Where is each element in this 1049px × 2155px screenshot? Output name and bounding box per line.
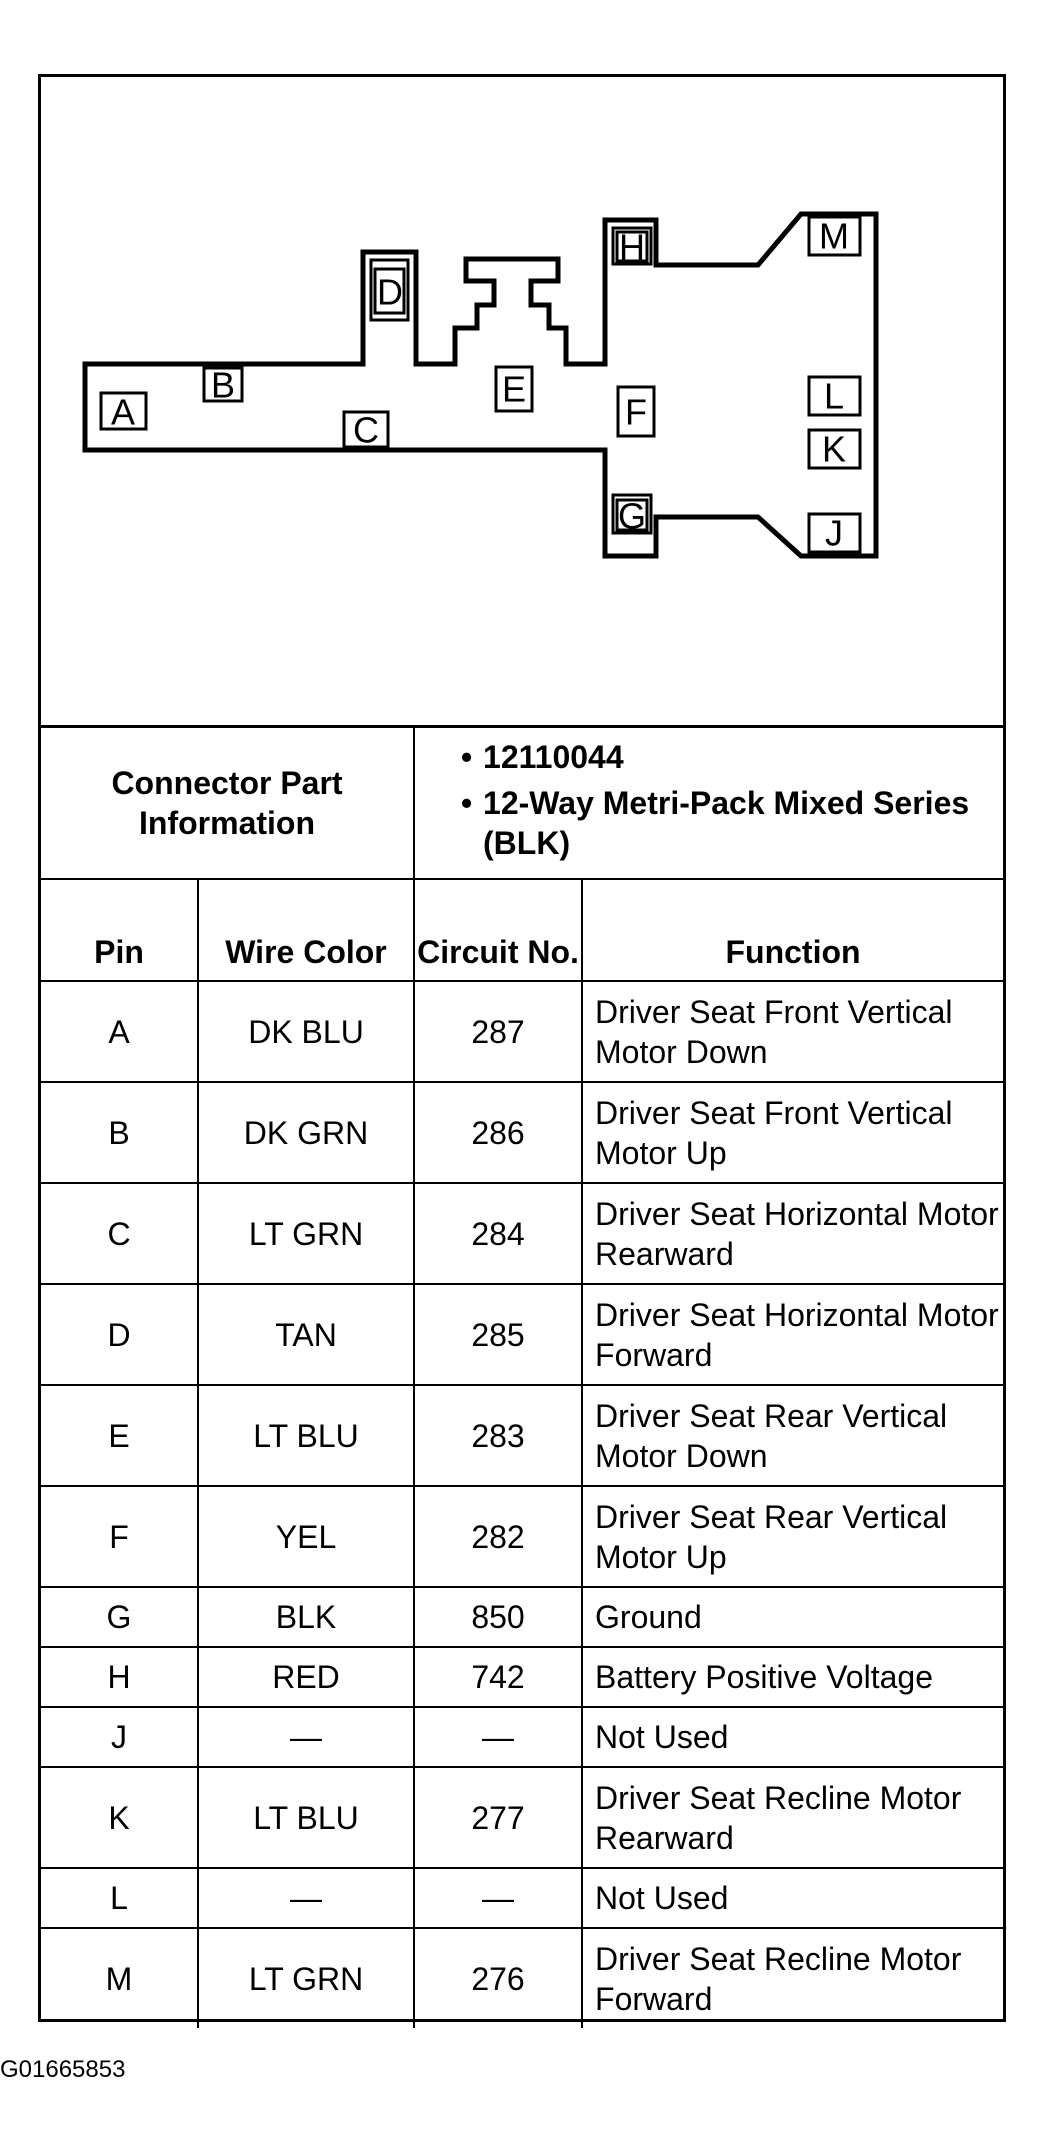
table-row bbox=[41, 1183, 1003, 1284]
function-cell: Driver Seat Front Vertical Motor Up bbox=[582, 1082, 1003, 1183]
table-header-row bbox=[41, 879, 1003, 981]
pin-cell: L bbox=[41, 1868, 198, 1928]
circuit-cell: 283 bbox=[414, 1385, 582, 1486]
function-cell: Driver Seat Horizontal Motor Forward bbox=[582, 1284, 1003, 1385]
function-cell: Not Used bbox=[582, 1707, 1003, 1767]
pin-cell: C bbox=[41, 1183, 198, 1284]
circuit-cell: 277 bbox=[414, 1767, 582, 1868]
circuit-cell: 286 bbox=[414, 1082, 582, 1183]
circuit-cell: 284 bbox=[414, 1183, 582, 1284]
wire-color-cell: LT BLU bbox=[198, 1385, 414, 1486]
pin-cell: J bbox=[41, 1707, 198, 1767]
function-cell: Driver Seat Rear Vertical Motor Down bbox=[582, 1385, 1003, 1486]
function-cell: Driver Seat Horizontal Motor Rearward bbox=[582, 1183, 1003, 1284]
connector-info-row bbox=[41, 727, 1003, 880]
table-row bbox=[41, 1707, 1003, 1767]
connector-face-drawing bbox=[41, 77, 1003, 725]
circuit-cell: 287 bbox=[414, 981, 582, 1082]
pin-l-label: L bbox=[823, 375, 845, 417]
function-cell: Ground bbox=[582, 1587, 1003, 1647]
wire-color-cell: — bbox=[198, 1868, 414, 1928]
table-row bbox=[41, 1868, 1003, 1928]
connector-type: • 12-Way Metri-Pack Mixed Series (BLK) bbox=[461, 783, 1003, 863]
pin-cell: B bbox=[41, 1082, 198, 1183]
table-row bbox=[41, 1385, 1003, 1486]
pin-k-label: K bbox=[821, 428, 847, 470]
connector-info-list bbox=[414, 727, 1003, 880]
circuit-cell: — bbox=[414, 1868, 582, 1928]
wire-color-cell: DK GRN bbox=[198, 1082, 414, 1183]
table-row bbox=[41, 1928, 1003, 2028]
wire-color-cell: DK BLU bbox=[198, 981, 414, 1082]
wire-color-cell: YEL bbox=[198, 1486, 414, 1587]
connector-info-title: Connector Part Information bbox=[41, 727, 414, 880]
pin-cell: A bbox=[41, 981, 198, 1082]
table-row bbox=[41, 1587, 1003, 1647]
pin-cell: M bbox=[41, 1928, 198, 2028]
table-row bbox=[41, 1284, 1003, 1385]
function-cell: Driver Seat Recline Motor Forward bbox=[582, 1928, 1003, 2028]
circuit-no-header: Circuit No. bbox=[414, 879, 582, 981]
wire-color-cell: LT BLU bbox=[198, 1767, 414, 1868]
wire-color-cell: LT GRN bbox=[198, 1928, 414, 2028]
table-row bbox=[41, 1647, 1003, 1707]
pin-j-label: J bbox=[825, 512, 843, 554]
pin-f-label: F bbox=[625, 391, 647, 433]
pin-cell: K bbox=[41, 1767, 198, 1868]
function-cell: Driver Seat Front Vertical Motor Down bbox=[582, 981, 1003, 1082]
table-row bbox=[41, 1082, 1003, 1183]
function-cell: Driver Seat Recline Motor Rearward bbox=[582, 1767, 1003, 1868]
wire-color-cell: — bbox=[198, 1707, 414, 1767]
connector-diagram bbox=[41, 77, 1003, 725]
circuit-cell: 285 bbox=[414, 1284, 582, 1385]
function-cell: Driver Seat Rear Vertical Motor Up bbox=[582, 1486, 1003, 1587]
pin-header: Pin bbox=[41, 879, 198, 981]
wire-color-header: Wire Color bbox=[198, 879, 414, 981]
pin-b-label: B bbox=[210, 364, 236, 406]
circuit-cell: 276 bbox=[414, 1928, 582, 2028]
pin-cell: H bbox=[41, 1647, 198, 1707]
pin-cell: D bbox=[41, 1284, 198, 1385]
wire-color-cell: BLK bbox=[198, 1587, 414, 1647]
pinout-table bbox=[41, 725, 1003, 2028]
circuit-cell: 742 bbox=[414, 1647, 582, 1707]
pin-g-label: G bbox=[617, 495, 647, 537]
wire-color-cell: RED bbox=[198, 1647, 414, 1707]
wire-color-cell: LT GRN bbox=[198, 1183, 414, 1284]
pin-c-label: C bbox=[353, 409, 379, 451]
pin-d-label: D bbox=[377, 271, 403, 313]
figure-id-caption: G01665853 bbox=[0, 2056, 126, 2083]
wire-color-cell: TAN bbox=[198, 1284, 414, 1385]
table-row bbox=[41, 1486, 1003, 1587]
pin-h-label: H bbox=[619, 226, 645, 268]
pin-cell: G bbox=[41, 1587, 198, 1647]
pin-m-label: M bbox=[819, 215, 849, 257]
circuit-cell: 282 bbox=[414, 1486, 582, 1587]
pin-a-label: A bbox=[110, 391, 136, 433]
table-row bbox=[41, 981, 1003, 1082]
pin-cell: E bbox=[41, 1385, 198, 1486]
table-row bbox=[41, 1767, 1003, 1868]
circuit-cell: — bbox=[414, 1707, 582, 1767]
circuit-cell: 850 bbox=[414, 1587, 582, 1647]
pin-e-label: E bbox=[501, 368, 527, 410]
connector-sheet bbox=[38, 74, 1006, 2022]
connector-part-number: • 12110044 bbox=[461, 737, 1003, 777]
function-header: Function bbox=[582, 879, 1003, 981]
function-cell: Not Used bbox=[582, 1868, 1003, 1928]
pin-cell: F bbox=[41, 1486, 198, 1587]
function-cell: Battery Positive Voltage bbox=[582, 1647, 1003, 1707]
